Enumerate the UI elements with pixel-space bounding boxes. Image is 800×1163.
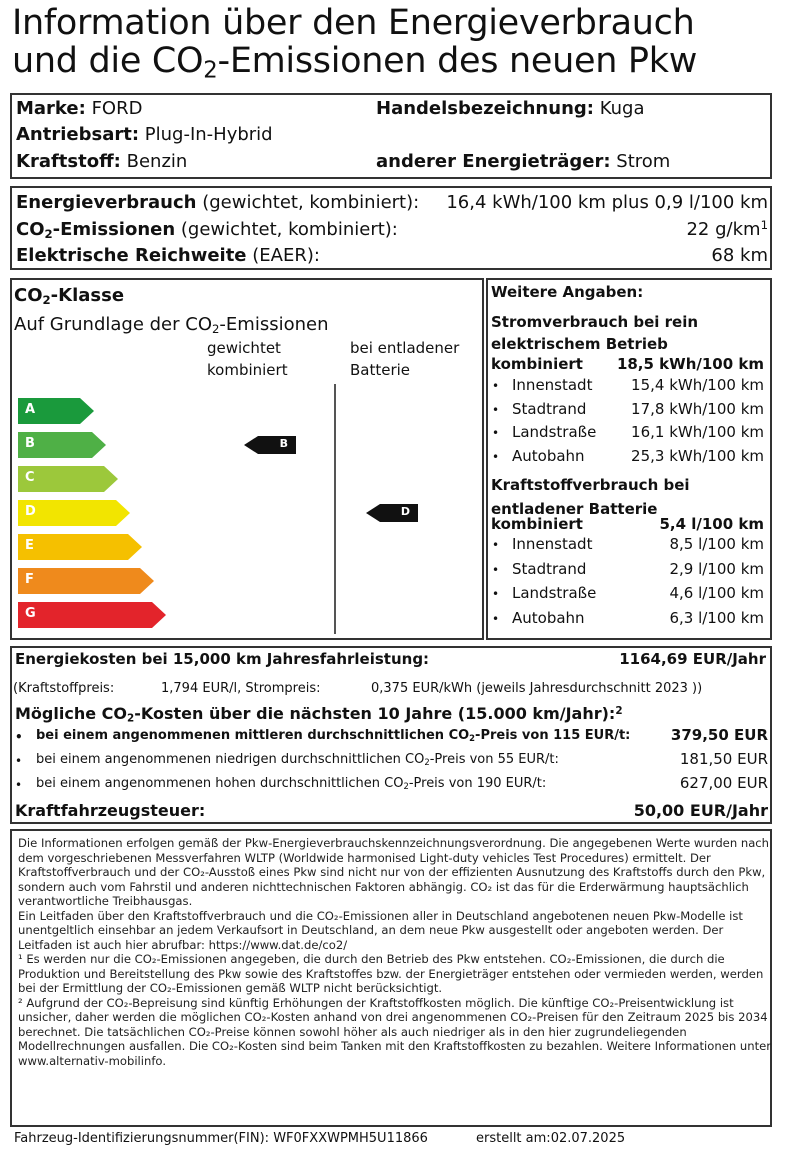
consumption-row-label: Stadtrand xyxy=(512,559,587,578)
electric-range-label: Elektrische Reichweite (EAER): xyxy=(16,245,320,266)
class-bar-f xyxy=(18,568,154,594)
discharged-col-label-2: Batterie xyxy=(350,361,411,379)
elec-combined-value: 18,5 kWh/100 km xyxy=(616,355,764,373)
bullet-icon: • xyxy=(492,426,500,440)
class-bar-label: C xyxy=(25,470,35,485)
vehicle-tax-label: Kraftfahrzeugsteuer: xyxy=(15,801,206,820)
page-title-line1: Information über den Energieverbrauch xyxy=(12,3,695,43)
bullet-icon: • xyxy=(492,402,500,417)
fineprint-p4: ² Aufgrund der CO₂-Bepreisung sind künftig Erhöhungen der Kraftstoffkosten möglich. Die künftige CO₂-Preisentwicklung ist unsicher, daher werden die möglichen CO₂-Kosten anhand von drei angenommenen CO₂-Preisen für den Zeitraum 2025 bis 2034 berechnet. Die tatsächlichen CO₂-Preise können sowohl höher als auch niedriger als in den hier zugrundeliegenden Modellrechnungen ausfallen. Die CO₂-Kosten sind beim Tanken mit den Kraftstoffkosten zu bezahlen. Weitere Informationen unter www.alternativ-mobilinfo. xyxy=(18,995,772,1068)
fineprint-p2: Ein Leitfaden über den Kraftstoffverbrauch und die CO₂-Emissionen aller in Deutschland angebotenen neuen Pkw-Modelle ist unentgeltlich einsehbar an jedem Verkaufsort in Deutschland, an dem neue Pkw ausgestellt oder angeboten werden. Der Leitfaden ist auch hier abrufbar: https://www.dat.de/co2/ xyxy=(18,908,743,952)
discharged-class-marker xyxy=(366,504,418,522)
consumption-row-label: Landstraße xyxy=(512,423,597,441)
consumption-row-value: 8,5 l/100 km xyxy=(669,535,764,553)
marker-label: B xyxy=(279,437,288,450)
consumption-row-label: Innenstadt xyxy=(512,535,593,553)
bullet-icon: • xyxy=(492,449,500,464)
co2-class-heading: $CO_2$-Klasse xyxy=(14,285,125,307)
bullet-icon: • xyxy=(492,562,500,577)
class-bar-label: B xyxy=(25,436,35,451)
trade-name-row: Handelsbezeichnung: Kuga xyxy=(376,98,645,119)
co2-emissions-value: 22 $g/km^1$ xyxy=(686,218,768,240)
consumption-row-label: Autobahn xyxy=(512,446,585,465)
fuel-row: Kraftstoff: Benzin xyxy=(16,151,188,172)
fuel-heading-2: entladener Batterie xyxy=(491,500,658,518)
discharged-col-label-1: bei entladener xyxy=(350,339,460,357)
weighted-col-label-2: kombiniert xyxy=(207,361,288,379)
fin-row: Fahrzeug-Identifizierungsnummer(FIN): WF0FXXWPMH5U11866 xyxy=(14,1131,428,1146)
consumption-row-label: Landstraße xyxy=(512,584,597,602)
scenario-label: bei einem angenommenen hohen durchschnittlichen $CO_2$-Preis von 190 EUR/t: xyxy=(36,776,547,792)
power-price-value: 0,375 EUR/kWh (jeweils Jahresdurchschnitt 2023 )) xyxy=(371,681,703,696)
class-bar-a xyxy=(18,398,94,424)
weighted-col-label-1: gewichtet xyxy=(207,339,281,357)
fineprint-text xyxy=(18,836,776,1068)
make-row: Marke: FORD xyxy=(16,98,143,119)
elec-heading-2: elektrischem Betrieb xyxy=(491,335,668,353)
vehicle-tax-value: 50,00 EUR/Jahr xyxy=(633,801,768,820)
elec-heading-1: Stromverbrauch bei rein xyxy=(491,313,699,331)
class-bar-label: E xyxy=(25,538,34,553)
drive-type-row: Antriebsart: Plug-In-Hybrid xyxy=(16,124,273,145)
energy-consumption-label: Energieverbrauch (gewichtet, kombiniert): xyxy=(16,192,420,213)
class-bar-c xyxy=(18,466,118,492)
consumption-row-value: 6,3 l/100 km xyxy=(669,608,764,627)
consumption-row-value: 16,1 kWh/100 km xyxy=(631,423,764,441)
class-bar-g xyxy=(18,602,166,628)
class-bar-b xyxy=(18,432,106,458)
class-divider-line xyxy=(334,384,336,634)
consumption-row-value: 15,4 kWh/100 km xyxy=(631,376,764,394)
scenario-value: 627,00 EUR xyxy=(679,774,768,792)
consumption-row-label: Stadtrand xyxy=(512,399,587,418)
fuel-price-label: (Kraftstoffpreis: xyxy=(13,681,115,696)
consumption-row-label: Innenstadt xyxy=(512,376,593,394)
scenario-label: bei einem angenommenen niedrigen durchschnittlichen $CO_2$-Preis von 55 EUR/t: xyxy=(36,752,559,768)
bullet-icon: • xyxy=(492,611,500,626)
class-bar-e xyxy=(18,534,142,560)
bullet-icon: • xyxy=(15,778,23,792)
fuel-heading-1: Kraftstoffverbrauch bei xyxy=(491,476,690,494)
bullet-icon: • xyxy=(492,538,500,552)
fuel-price-value: 1,794 EUR/l, Strompreis: xyxy=(161,681,321,696)
consumption-row-value: 25,3 kWh/100 km xyxy=(631,446,764,465)
co2-emissions-label: $CO_2$-Emissionen (gewichtet, kombiniert): xyxy=(16,219,398,241)
page-title-line2: und die $CO_2$-Emissionen des neuen Pkw xyxy=(12,41,698,84)
fuel-combined-value: 5,4 l/100 km xyxy=(659,515,764,533)
elec-combined-label: kombiniert xyxy=(491,355,583,373)
co2-costs-heading: Mögliche $CO_2$-Kosten über die nächsten 10 Jahre (15.000 km/Jahr):$^2$ xyxy=(15,704,623,725)
class-bar-d xyxy=(18,500,130,526)
bullet-icon: • xyxy=(15,754,23,768)
bullet-icon: • xyxy=(492,379,500,393)
class-bar-label: D xyxy=(25,504,36,519)
class-bar-label: A xyxy=(25,402,36,417)
marker-label: D xyxy=(400,505,410,518)
other-energy-row: anderer Energieträger: Strom xyxy=(376,151,671,172)
energy-costs-label: Energiekosten bei 15,000 km Jahresfahrleistung: xyxy=(15,650,430,668)
energy-costs-value: 1164,69 EUR/Jahr xyxy=(619,650,766,668)
fineprint-p1: Die Informationen erfolgen gemäß der Pkw-Energieverbrauchskennzeichnungsverordnung. Die angegebenen Werte wurden nach dem vorgeschriebenen Messverfahren WLTP (Worldwide harmonised Light-duty vehicles Test Procedures) ermittelt. Der Kraftstoffverbrauch und der CO₂-Ausstoß eines Pkw sind nicht nur von der effizienten Ausnutzung des Kraftstoffs durch den Pkw, sondern auch vom Fahrstil und anderen nichttechnischen Faktoren abhängig. CO₂ ist das für die Erderwärmung hauptsächlich verantwortliche Treibhausgas. xyxy=(18,836,770,908)
created-row: erstellt am:02.07.2025 xyxy=(476,1131,626,1146)
weighted-class-marker xyxy=(244,436,296,454)
consumption-row-value: 4,6 l/100 km xyxy=(669,584,764,602)
scenario-value: 181,50 EUR xyxy=(679,750,768,768)
bullet-icon: • xyxy=(492,587,500,601)
energy-consumption-value: 16,4 kWh/100 km plus 0,9 l/100 km xyxy=(446,192,768,213)
fineprint-p3: ¹ Es werden nur die CO₂-Emissionen angegeben, die durch den Betrieb des Pkw entstehen. CO₂-Emissionen, die durch die Produktion und Bereitstellung des Pkw sowie des Kraftstoffes bzw. der Energieträger entstehen oder vermieden werden, werden bei der Ermittlung der CO₂-Emissionen gemäß WLTP nicht berücksichtigt. xyxy=(18,952,764,995)
class-bar-label: G xyxy=(25,606,36,621)
fuel-combined-label: kombiniert xyxy=(491,515,583,533)
co2-class-basis: Auf Grundlage der $CO_2$-Emissionen xyxy=(14,314,329,336)
class-bar-label: F xyxy=(25,572,34,587)
further-heading: Weitere Angaben: xyxy=(491,283,644,301)
consumption-row-value: 2,9 l/100 km xyxy=(669,559,764,578)
scenario-label: bei einem angenommenen mittleren durchschnittlichen $CO_2$-Preis von 115 EUR/t: xyxy=(36,728,631,744)
consumption-row-label: Autobahn xyxy=(512,608,585,627)
electric-range-value: 68 km xyxy=(711,245,768,266)
bullet-icon: • xyxy=(15,730,23,744)
consumption-row-value: 17,8 kWh/100 km xyxy=(631,399,764,418)
scenario-value: 379,50 EUR xyxy=(670,726,768,744)
